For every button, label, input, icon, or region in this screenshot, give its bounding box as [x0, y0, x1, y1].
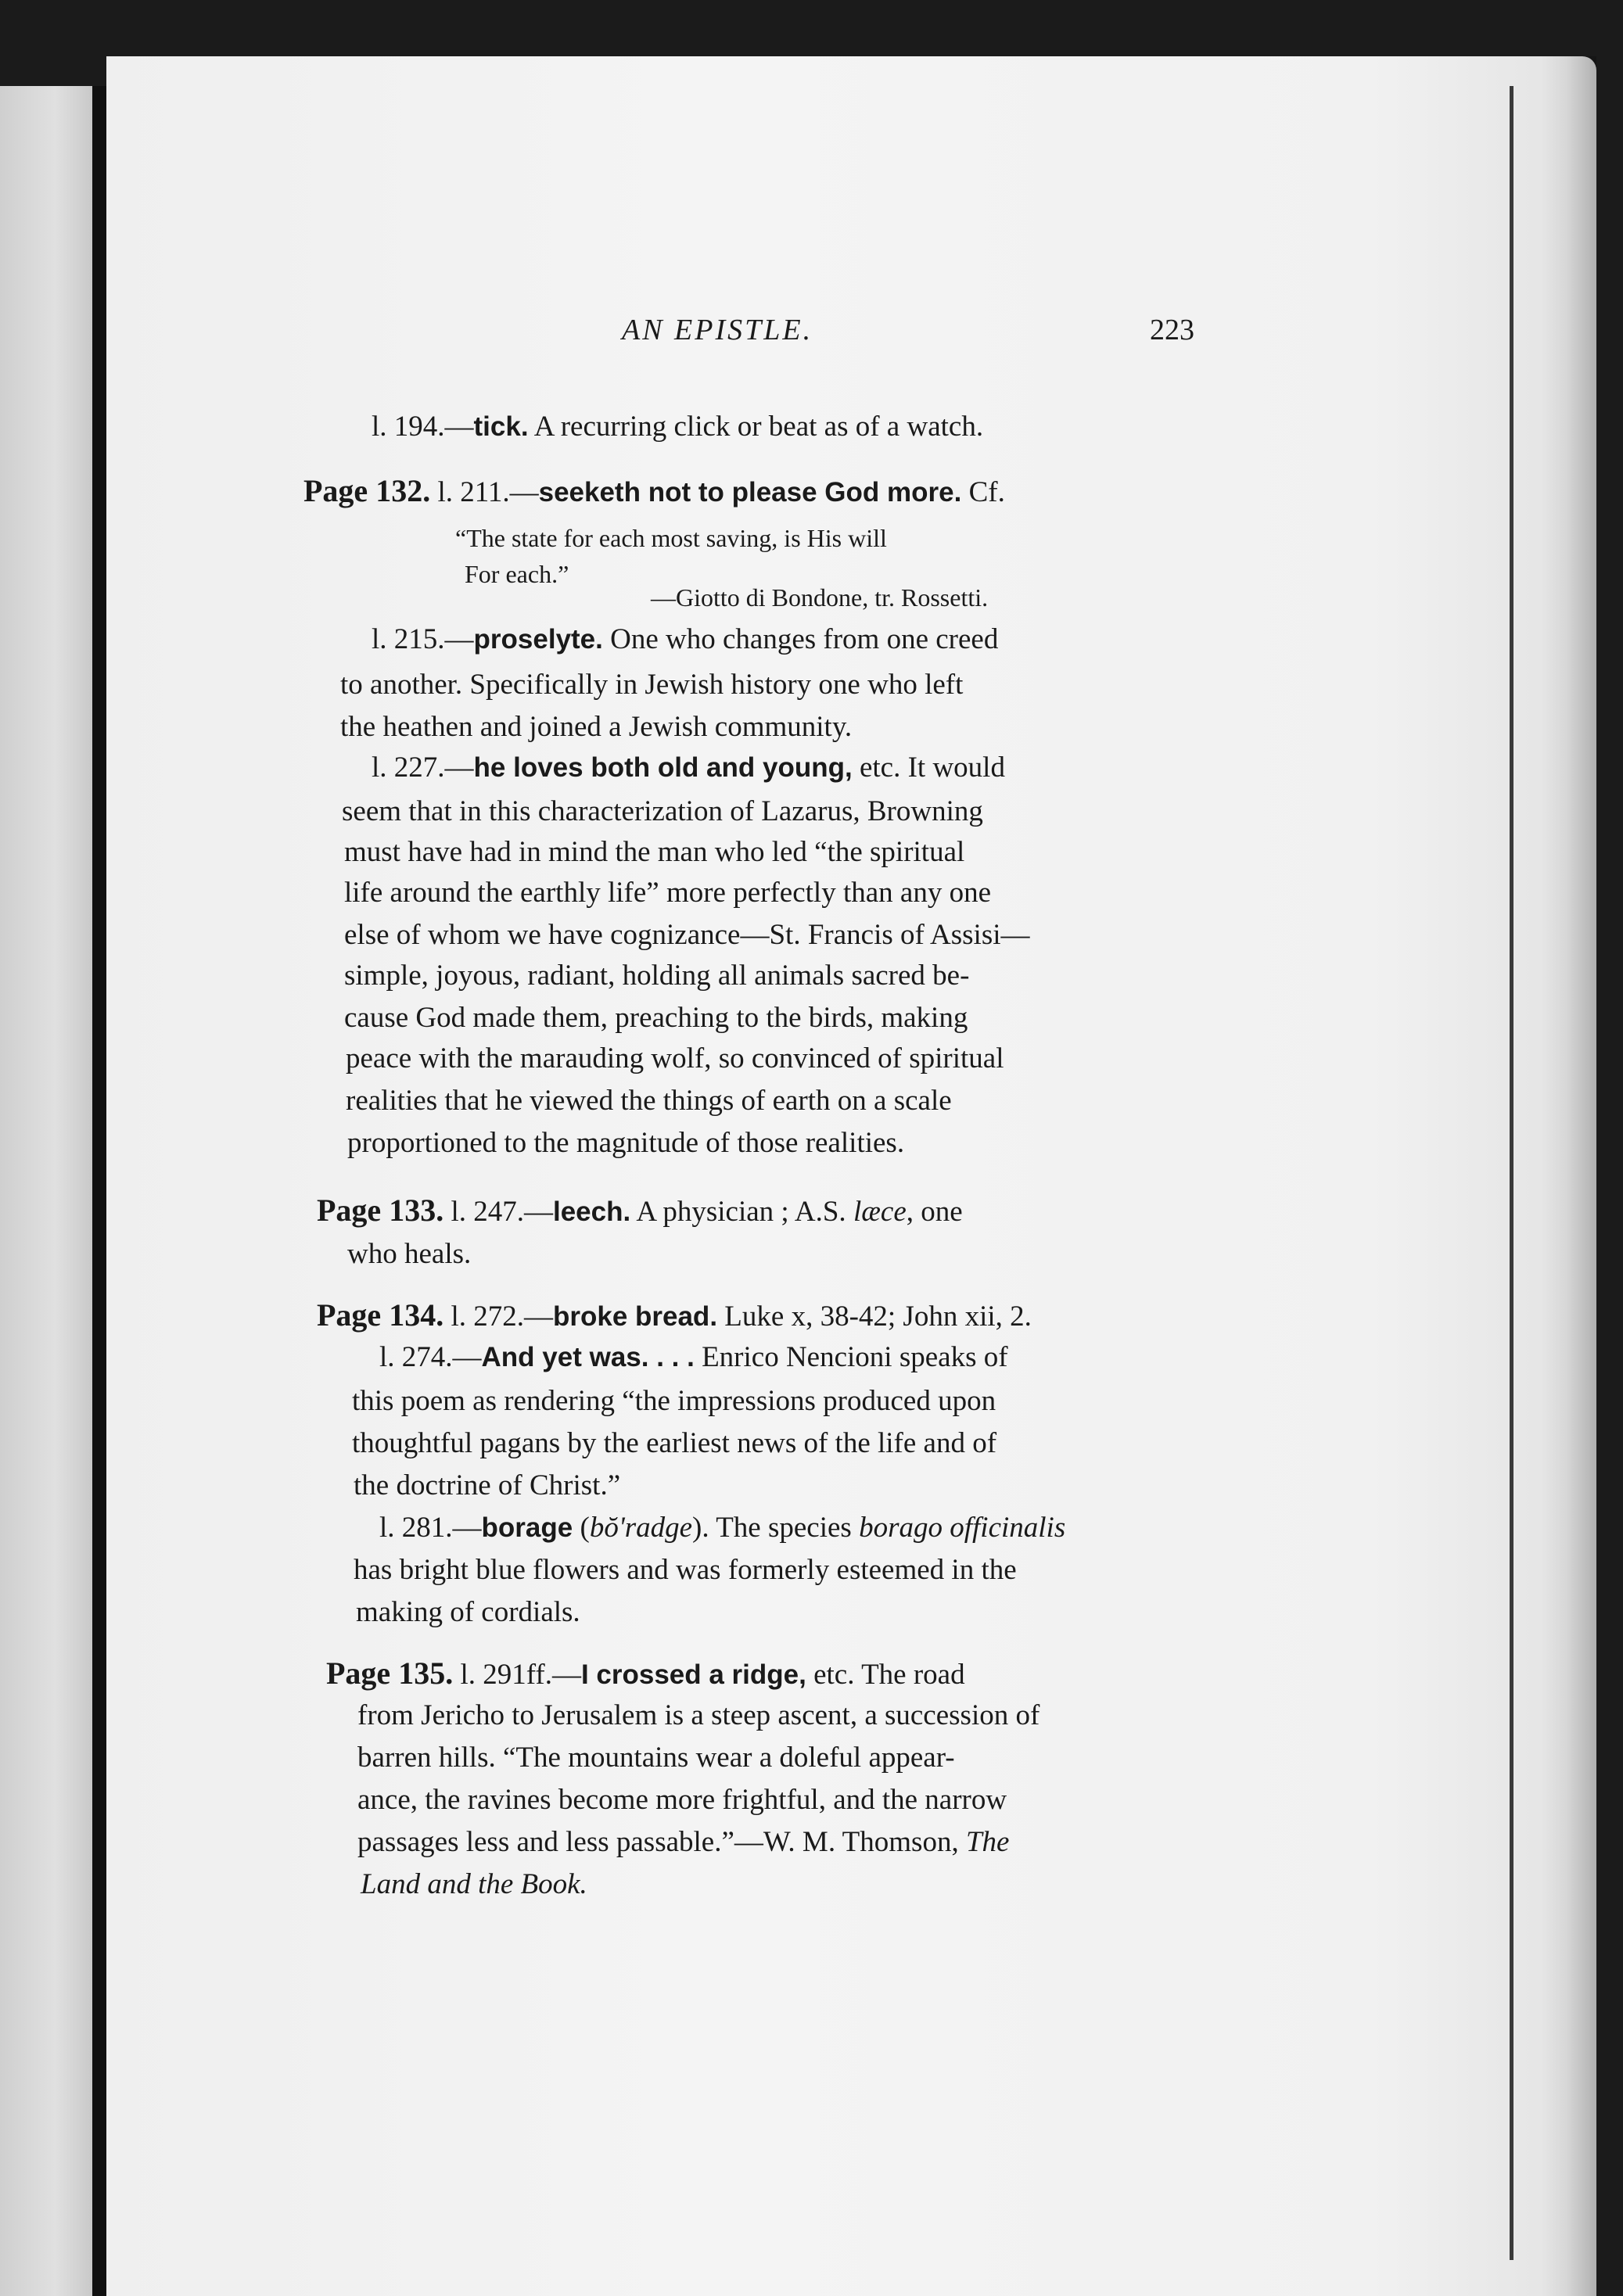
note-text: . The species — [702, 1512, 860, 1544]
note-274 — [379, 1337, 1008, 1378]
note-text: ance, the ravines become more frightful, and the narrow — [357, 1784, 1007, 1816]
running-header — [0, 313, 1623, 360]
note-italic: læce — [853, 1196, 907, 1228]
note-text: to another. Specifically in Jewish history one who left — [340, 669, 964, 701]
note-text: cause God made them, preaching to the birds, making — [344, 1002, 968, 1034]
book-gutter — [92, 86, 106, 2296]
note-text: the heathen and joined a Jewish community. — [340, 711, 853, 743]
note-italic: The — [965, 1826, 1010, 1858]
note-page-134 — [317, 1295, 1032, 1337]
note-215 — [372, 619, 998, 660]
note-term: borage — [481, 1512, 573, 1543]
note-text: barren hills. “The mountains wear a doleful appear- — [357, 1742, 955, 1774]
book-title: Land and the Book. — [361, 1868, 587, 1900]
note-194 — [372, 407, 983, 447]
page-heading: Page 135. — [326, 1656, 454, 1691]
note-text: simple, joyous, radiant, holding all animals sacred be- — [344, 960, 970, 992]
line-ref: l. 247.— — [443, 1196, 553, 1228]
note-text: proportioned to the magnitude of those realities. — [347, 1127, 905, 1159]
quote-line-1: “The state for each most saving, is His will — [455, 524, 887, 552]
header-title: AN EPISTLE. — [622, 314, 813, 346]
pronunciation: bŏ'radge — [589, 1512, 693, 1544]
note-text: peace with the marauding wolf, so convinced of spiritual — [346, 1042, 1004, 1074]
note-text: thoughtful pagans by the earliest news of the life and of — [352, 1427, 997, 1459]
note-text: A recurring click or beat as of a watch. — [528, 411, 984, 443]
book-page — [106, 56, 1596, 2296]
note-term: seeketh not to please God more. — [538, 477, 962, 508]
note-text: Enrico Nencioni speaks of — [694, 1341, 1008, 1373]
note-text: One who changes from one creed — [602, 623, 999, 655]
note-reference — [357, 1822, 1009, 1863]
line-ref: l. 211.— — [430, 476, 539, 508]
note-text: passages less and less passable.”—W. M. Thomson, — [357, 1826, 966, 1858]
page-curl-shadow — [1542, 56, 1596, 2296]
note-page-133 — [317, 1190, 963, 1232]
note-text: life around the earthly life” more perfectly than any one — [344, 877, 991, 909]
note-text: A physician ; A.S. — [630, 1196, 853, 1228]
note-text: else of whom we have cognizance—St. Francis of Assisi— — [344, 919, 1030, 951]
note-text: who heals. — [347, 1238, 472, 1270]
note-page-132 — [303, 471, 1005, 513]
note-text: Luke x, 38-42; John xii, 2. — [717, 1300, 1032, 1333]
note-text: , one — [906, 1196, 963, 1228]
note-text: making of cordials. — [356, 1596, 580, 1628]
note-term: And yet was. . . . — [481, 1342, 695, 1372]
note-text: from Jericho to Jerusalem is a steep ascent, a succession of — [357, 1699, 1040, 1731]
note-page-135 — [326, 1653, 965, 1695]
note-text: realities that he viewed the things of earth on a scale — [346, 1085, 952, 1117]
page-heading: Page 133. — [317, 1193, 444, 1228]
note-text: this poem as rendering “the impressions produced upon — [352, 1385, 996, 1417]
note-italic: borago officinalis — [859, 1512, 1066, 1544]
line-ref: l. 194.— — [372, 411, 474, 443]
line-ref: l. 227.— — [372, 752, 474, 784]
note-text: etc. It would — [852, 752, 1005, 784]
facing-page-edge — [0, 86, 92, 2296]
quote-attribution: —Giotto di Bondone, tr. Rossetti. — [651, 583, 989, 612]
line-ref: l. 272.— — [443, 1300, 553, 1333]
line-ref: l. 281.— — [379, 1512, 482, 1544]
note-227 — [372, 748, 1005, 788]
note-text: seem that in this characterization of Lazarus, Browning — [342, 795, 983, 827]
note-text: must have had in mind the man who led “the spiritual — [344, 836, 965, 868]
page-heading: Page 132. — [303, 473, 431, 508]
page-number: 223 — [1150, 314, 1194, 346]
quote-line-2: For each.” — [465, 560, 569, 588]
note-281: l. 281.—borage (bŏ'radge). The species borago officinalis — [379, 1512, 1066, 1544]
page-edge-line — [1510, 86, 1513, 2260]
line-ref: l. 215.— — [372, 623, 474, 655]
note-text: etc. The road — [806, 1659, 965, 1691]
line-ref: l. 291ff.— — [453, 1659, 581, 1691]
note-text: the doctrine of Christ.” — [354, 1469, 621, 1501]
note-term: tick. — [473, 411, 529, 442]
note-term: leech. — [552, 1196, 631, 1227]
note-term: he loves both old and young, — [473, 752, 853, 783]
note-text: Cf. — [961, 476, 1005, 508]
line-ref: l. 274.— — [379, 1341, 482, 1373]
note-term: broke bread. — [552, 1301, 718, 1332]
note-text: has bright blue flowers and was formerly esteemed in the — [354, 1554, 1017, 1586]
page-heading: Page 134. — [317, 1297, 444, 1333]
note-term: I crossed a ridge, — [580, 1659, 806, 1690]
note-term: proselyte. — [473, 624, 603, 655]
